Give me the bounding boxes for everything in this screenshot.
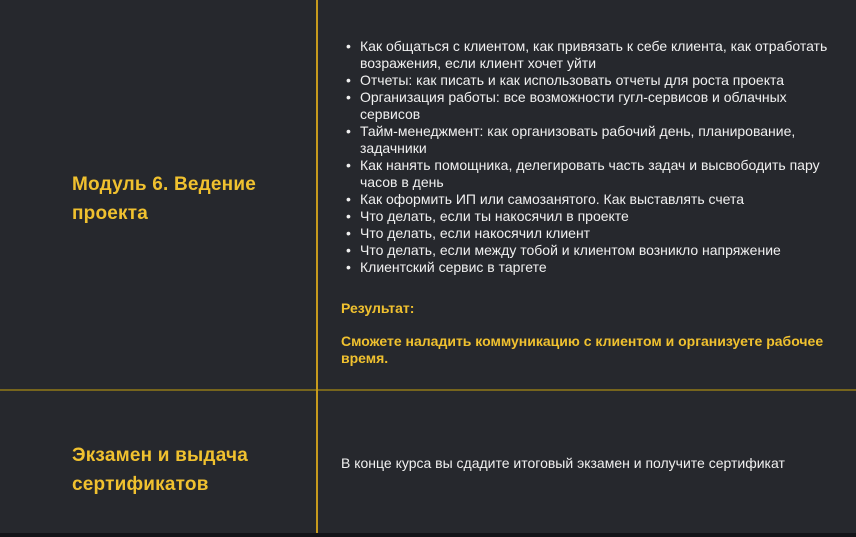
topic-item: • Что делать, если накосячил клиент bbox=[341, 225, 847, 242]
topic-item: • Как общаться с клиентом, как привязать к себе клиента, как отработать возражения, если клиент хочет уйти bbox=[341, 38, 847, 72]
bottom-edge-strip bbox=[0, 533, 856, 537]
topic-item: • Что делать, если ты накосячил в проекте bbox=[341, 208, 847, 225]
topic-item: • Организация работы: все возможности гугл-сервисов и облачных сервисов bbox=[341, 89, 847, 123]
topic-item: • Клиентский сервис в таргете bbox=[341, 259, 847, 276]
topic-item: • Как нанять помощника, делегировать часть задач и высвободить пару часов в день bbox=[341, 157, 847, 191]
exam-section-title: Экзамен и выдача сертификатов bbox=[72, 445, 248, 495]
result-text: Сможете наладить коммуникацию с клиентом и организуете рабочее время. bbox=[341, 333, 824, 366]
module-6-title: Модуль 6. Ведение проекта bbox=[72, 174, 256, 224]
horizontal-divider bbox=[0, 389, 856, 391]
exam-section-description: В конце курса вы сдадите итоговый экзамен и получите сертификат bbox=[341, 455, 785, 471]
topic-item: • Отчеты: как писать и как использовать отчеты для роста проекта bbox=[341, 72, 847, 89]
topic-item: • Что делать, если между тобой и клиентом возникло напряжение bbox=[341, 242, 847, 259]
result-label: Результат: bbox=[341, 300, 415, 316]
topic-item: • Как оформить ИП или самозанятого. Как выставлять счета bbox=[341, 191, 847, 208]
module-6-topics-list bbox=[341, 38, 847, 276]
vertical-divider bbox=[316, 0, 318, 533]
topic-item: • Тайм-менеджмент: как организовать рабочий день, планирование, задачники bbox=[341, 123, 847, 157]
